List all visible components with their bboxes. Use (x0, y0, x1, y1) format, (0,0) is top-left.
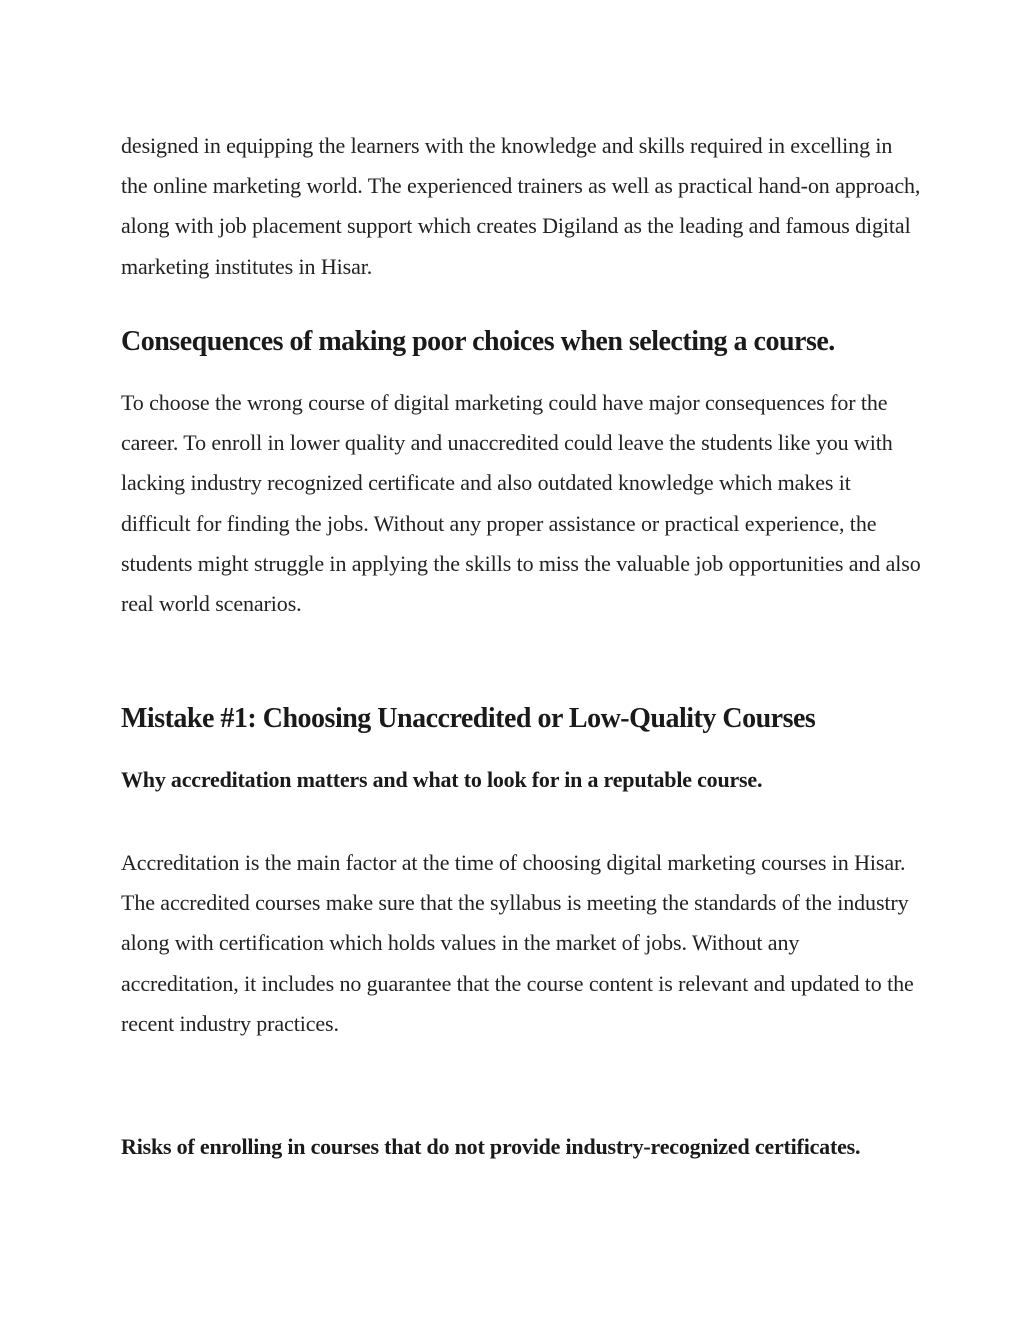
subheading-accreditation: Why accreditation matters and what to look for in a reputable course. (121, 767, 763, 792)
subheading-risks: Risks of enrolling in courses that do not provide industry-recognized certificates. (121, 1134, 861, 1159)
heading-consequences: Consequences of making poor choices when selecting a course. (121, 326, 835, 357)
accreditation-paragraph: Accreditation is the main factor at the time of choosing digital marketing courses in Hisar. The accredited courses make sure that the syllabus is meeting the standards of the industry along with certification which holds values in the market of jobs. Without any accreditation, it includes no guarantee that the course content is relevant and updated to the recent industry practices. (121, 850, 914, 1036)
consequences-paragraph: To choose the wrong course of digital marketing could have major consequences for the career. To enroll in lower quality and unaccredited could leave the students like you with lacking industry recognized certificate and also outdated knowledge which makes it difficult for finding the jobs. Without any proper assistance or practical experience, the students might struggle in applying the skills to miss the valuable job opportunities and also real world scenarios. (121, 390, 921, 617)
heading-mistake-1: Mistake #1: Choosing Unaccredited or Low-Quality Courses (121, 703, 816, 734)
intro-paragraph: designed in equipping the learners with the knowledge and skills required in excelling in the online marketing world. The experienced trainers as well as practical hand-on approach, along with job placement support which creates Digiland as the leading and famous digital marketing institutes in Hisar. (121, 133, 921, 279)
